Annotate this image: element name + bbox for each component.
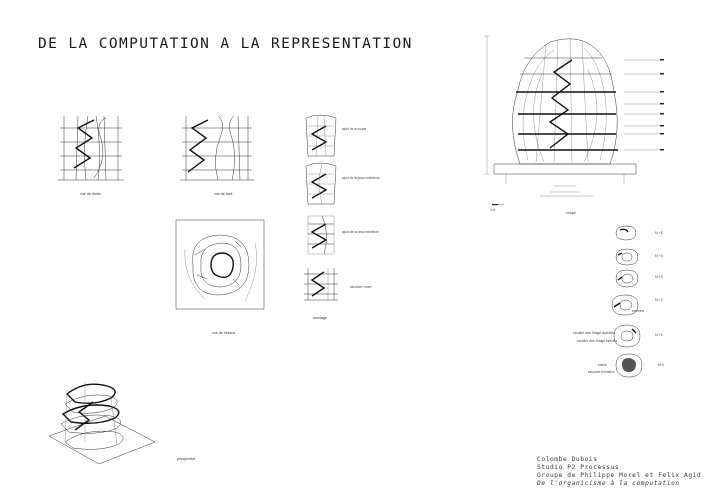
- right-view-drawing: [56, 108, 126, 186]
- montage-step-3-label: ajout de la peau intérieure: [342, 230, 379, 234]
- plan-n0-drawing: [614, 352, 644, 379]
- montage-step-4-label: structure «nue»: [350, 285, 373, 289]
- section-scale-label: 0 m: [490, 208, 496, 212]
- plan-n5-drawing: [614, 224, 638, 242]
- page-title: DE LA COMPUTATION A LA REPRESENTATION: [38, 36, 413, 52]
- section-drawing: [484, 34, 676, 216]
- perspective-caption: perspective: [177, 457, 196, 461]
- section-caption: coupe: [566, 211, 576, 215]
- montage-step-1-drawing: [302, 112, 340, 158]
- credit-group: Groupe de Philippe Morel et Felix Agid: [537, 472, 702, 479]
- right-view-caption: vue de droite: [80, 192, 101, 196]
- credit-author: Colombe Dubois: [537, 456, 598, 463]
- plan-n1-note-down: escalier vers l'étage inférieur: [577, 339, 618, 343]
- front-view-caption: vue de face: [214, 192, 233, 196]
- plan-n2-drawing: [610, 293, 640, 317]
- top-view-drawing: [175, 219, 265, 310]
- level-n1-label: N +1: [655, 333, 663, 337]
- perspective-drawing: [45, 372, 157, 464]
- level-n4-label: N +4: [655, 254, 663, 258]
- level-n0-label: N 0: [658, 363, 664, 367]
- montage-step-2-drawing: [302, 160, 340, 206]
- plan-n0-note-entry: entrée: [598, 363, 608, 367]
- plan-n0-note-structure: structure formation: [588, 370, 615, 374]
- credit-studio: Studio P2 Processus: [537, 464, 620, 471]
- front-view-drawing: [178, 108, 256, 186]
- top-view-caption: vue de dessus: [212, 331, 236, 335]
- montage-caption: montage: [313, 316, 327, 320]
- plan-n2-note: extérieur: [632, 309, 645, 313]
- level-n5-label: N +5: [655, 231, 663, 235]
- plan-n1-drawing: [612, 323, 642, 349]
- plan-n3-drawing: [614, 268, 640, 289]
- plan-n4-drawing: [614, 247, 640, 267]
- level-n3-label: N +3: [655, 275, 663, 279]
- montage-step-1-label: ajout de la coque: [342, 127, 367, 131]
- level-n2-label: N +2: [655, 298, 663, 302]
- montage-step-4-drawing: [302, 262, 340, 302]
- credit-subtitle: De l'organicisme à la computation: [537, 480, 680, 487]
- montage-step-3-drawing: [302, 210, 340, 256]
- montage-step-2-label: ajout de la peau extérieure: [342, 176, 380, 180]
- plan-n1-note-up: escalier vers l'étage supérieur: [573, 331, 616, 335]
